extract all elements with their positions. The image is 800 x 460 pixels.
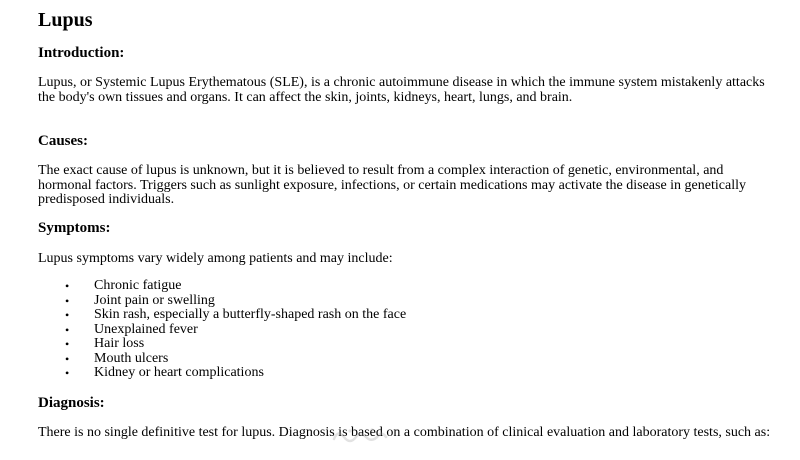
- causes-paragraph: The exact cause of lupus is unknown, but it is believed to result from a complex interaction of genetic, environmental, and hormonal factors. Triggers such as sunlight exposure, infections, or certain medications may activate the disease in genetically predisposed individuals.: [38, 163, 746, 207]
- introduction-paragraph: Lupus, or Systemic Lupus Erythematous (SLE), is a chronic autoimmune disease in which the immune system mistakenly attacks the body's own tissues and organs. It can affect the skin, joints, kidneys, heart, lungs, and brain.: [38, 75, 765, 105]
- list-item: [38, 337, 406, 352]
- symptoms-intro: Lupus symptoms vary widely among patients and may include:: [38, 251, 393, 266]
- list-item-text: Joint pain or swelling: [94, 292, 215, 308]
- list-item: [38, 294, 406, 309]
- list-item-text: Kidney or heart complications: [94, 365, 264, 380]
- introduction-heading: Introduction:: [38, 45, 125, 61]
- document-title: Lupus: [38, 9, 93, 31]
- list-item-text: Hair loss: [94, 336, 145, 351]
- list-item-text: Unexplained fever: [94, 321, 198, 337]
- bullet-icon: •: [65, 293, 70, 308]
- list-item: [38, 366, 406, 381]
- list-item-text: Chronic fatigue: [94, 278, 182, 293]
- bullet-icon: •: [65, 322, 70, 337]
- list-item: [38, 323, 406, 338]
- bullet-icon: •: [65, 366, 70, 380]
- bullet-icon: •: [65, 351, 70, 366]
- symptoms-list: [38, 279, 406, 381]
- diagnosis-heading: Diagnosis:: [38, 395, 105, 411]
- bullet-icon: •: [65, 337, 70, 351]
- diagnosis-paragraph: There is no single definitive test for lupus. Diagnosis is based on a combination of clinical evaluation and laboratory tests, such as:: [38, 425, 771, 440]
- list-item: [38, 352, 406, 367]
- list-item-text: Skin rash, especially a butterfly-shaped rash on the face: [94, 307, 407, 322]
- watermark-logo: [330, 423, 390, 447]
- bullet-icon: •: [65, 279, 70, 293]
- list-item: [38, 308, 406, 323]
- bullet-icon: •: [65, 308, 70, 322]
- list-item-text: Mouth ulcers: [94, 350, 169, 366]
- causes-heading: Causes:: [38, 133, 89, 149]
- symptoms-heading: Symptoms:: [38, 220, 111, 236]
- list-item: [38, 279, 406, 294]
